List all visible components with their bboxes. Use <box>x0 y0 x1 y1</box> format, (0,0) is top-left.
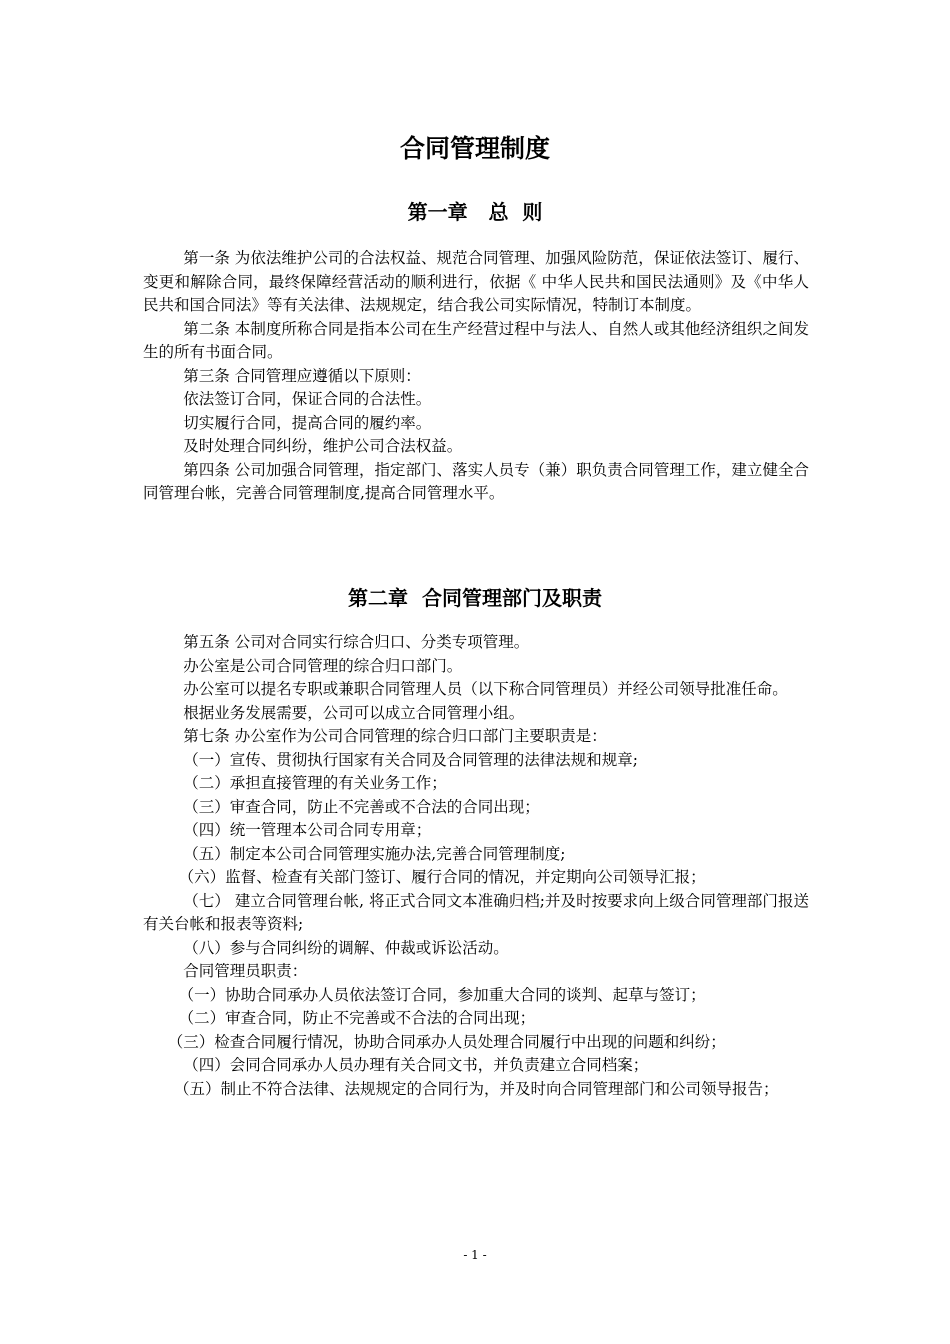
principle-item: 依法签订合同，保证合同的合法性。 <box>183 390 432 408</box>
manager-duty-item: （三）检查合同履行情况，协助合同承办人员处理合同履行中出现的问题和纠纷； <box>167 1032 726 1051</box>
office-duty-item: （二）承担直接管理的有关业务工作； <box>183 774 447 792</box>
paragraph: 办公室是公司合同管理的综合归口部门。 <box>183 656 463 675</box>
office-duty-item: （一）宣传、贯彻执行国家有关合同及合同管理的法律法规和规章; <box>183 750 639 769</box>
article-7-paragraph: 第七条 办公室作为公司合同管理的综合归口部门主要职责是： <box>183 727 607 745</box>
office-duty-item: （八）参与合同纠纷的调解、仲裁或诉讼活动。 <box>183 938 509 957</box>
manager-duty-item: （二）审查合同，防止不完善或不合法的合同出现； <box>178 1009 536 1027</box>
article-3-paragraph: 第三条 合同管理应遵循以下原则： <box>183 366 421 385</box>
office-duty-item: （三）审查合同，防止不完善或不合法的合同出现； <box>183 797 540 816</box>
office-duty-item: （六）监督、检查有关部门签订、履行合同的情况，并定期向公司领导汇报； <box>178 868 706 886</box>
office-duty-item: （四）统一管理本公司合同专用章； <box>183 821 432 839</box>
office-duty-item: （五）制定本公司合同管理实施办法,完善合同管理制度; <box>183 844 566 863</box>
page-number: - 1 - <box>463 1248 487 1262</box>
principle-item: 切实履行合同，提高合同的履约率。 <box>183 413 432 432</box>
article-2-paragraph: 第二条 本制度所称合同是指本公司在生产经营过程中与法人、自然人或其他经济组织之间发生的所有书面合同。 <box>143 319 809 361</box>
paragraph: 根据业务发展需要，公司可以成立合同管理小组。 <box>183 703 525 722</box>
article-1-paragraph: 第一条 为依法维护公司的合法权益、规范合同管理、加强风险防范，保证依法签订、履行、变更和解除合同，最终保障经营活动的顺利进行，依据《 中华人民共和国民法通则》及《中华人民共和国合同法》等有关法律、法规规定，结合我公司实际情况，特制订本制度。 <box>143 249 809 314</box>
manager-duty-item: （一）协助合同承办人员依法签订合同，参加重大合同的谈判、起草与签订； <box>178 985 706 1004</box>
chapter-1-heading: 第一章 总 则 <box>407 200 543 224</box>
manager-duties-heading: 合同管理员职责： <box>183 962 308 980</box>
document-title: 合同管理制度 <box>399 134 550 163</box>
manager-duty-item: （五）制止不符合法律、法规规定的合同行为，并及时向合同管理部门和公司领导报告； <box>174 1079 779 1098</box>
manager-duty-item: （四）会同合同承办人员办理有关合同文书，并负责建立合同档案； <box>183 1056 649 1074</box>
chapter-2-heading: 第二章 合同管理部门及职责 <box>348 586 602 610</box>
office-duty-item: （七） 建立合同管理台帐, 将正式合同文本准确归档;并及时按要求向上级合同管理部门报送有关台帐和报表等资料; <box>143 891 809 933</box>
chapter-2-body <box>143 631 809 1101</box>
paragraph: 办公室可以提名专职或兼职合同管理人员（以下称合同管理员）并经公司领导批准任命。 <box>183 680 788 698</box>
article-4-paragraph: 第四条 公司加强合同管理，指定部门、落实人员专（兼）职负责合同管理工作，建立健全合同管理台帐，完善合同管理制度,提高合同管理水平。 <box>143 460 809 502</box>
chapter-1-body <box>143 247 809 506</box>
principle-item: 及时处理合同纠纷，维护公司合法权益。 <box>183 437 463 455</box>
article-5-paragraph: 第五条 公司对合同实行综合归口、分类专项管理。 <box>183 633 530 651</box>
